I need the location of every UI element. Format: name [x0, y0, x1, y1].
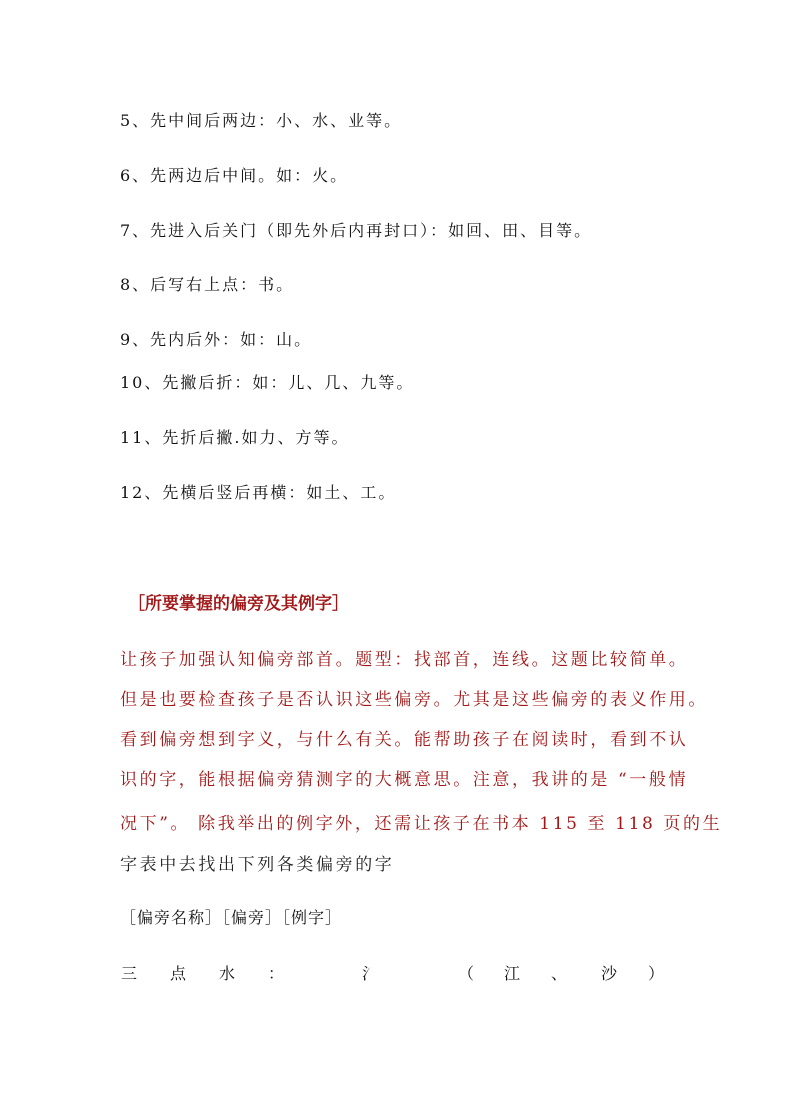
paragraph-line: 但是也要检查孩子是否认识这些偏旁。尤其是这些偏旁的表义作用。 [120, 690, 708, 710]
paragraph-line: 让孩子加强认知偏旁部首。题型：找部首，连线。这题比较简单。 [120, 650, 689, 670]
stroke-rule-12: 12、先横后竖后再横：如土、工。 [120, 483, 397, 502]
paragraph-line: 看到偏旁想到字义，与什么有关。能帮助孩子在阅读时，看到不认 [120, 730, 689, 750]
stroke-rule-5: 5、先中间后两边：小、水、业等。 [120, 111, 403, 130]
radical-name-char: 三 [121, 964, 138, 983]
separator: 、 [551, 964, 568, 983]
radical-name-char: 水 [219, 964, 236, 983]
section-heading: ［所要掌握的偏旁及其例字］ [128, 594, 349, 614]
paragraph-line: 识的字，能根据偏旁猜测字的大概意思。注意，我讲的是 “一般情 [120, 770, 689, 790]
stroke-rule-10: 10、先撇后折：如：儿、几、九等。 [120, 373, 415, 392]
radical-symbol: 氵 [362, 964, 379, 983]
paragraph-line: 况下”。 除我举出的例字外，还需让孩子在书本 115 至 118 页的生 [120, 814, 723, 834]
stroke-rule-8: 8、后写右上点：书。 [120, 275, 295, 294]
stroke-rule-7: 7、先进入后关门（即先外后内再封口）：如回、田、目等。 [120, 221, 593, 240]
table-legend: ［偏旁名称］［偏旁］［例字］ [120, 908, 343, 927]
stroke-rule-9: 9、先内后外：如：山。 [120, 330, 313, 349]
example-char: 沙 [601, 964, 618, 983]
stroke-rule-11: 11、先折后撇.如力、方等。 [120, 428, 350, 447]
radical-name-char: 点 [170, 964, 187, 983]
close-paren: ） [648, 964, 665, 983]
colon: ： [268, 964, 285, 983]
example-char: 江 [504, 964, 521, 983]
open-paren: （ [458, 964, 475, 983]
stroke-rule-6: 6、先两边后中间。如：火。 [120, 166, 349, 185]
paragraph-line: 字表中去找出下列各类偏旁的字 [120, 855, 395, 875]
